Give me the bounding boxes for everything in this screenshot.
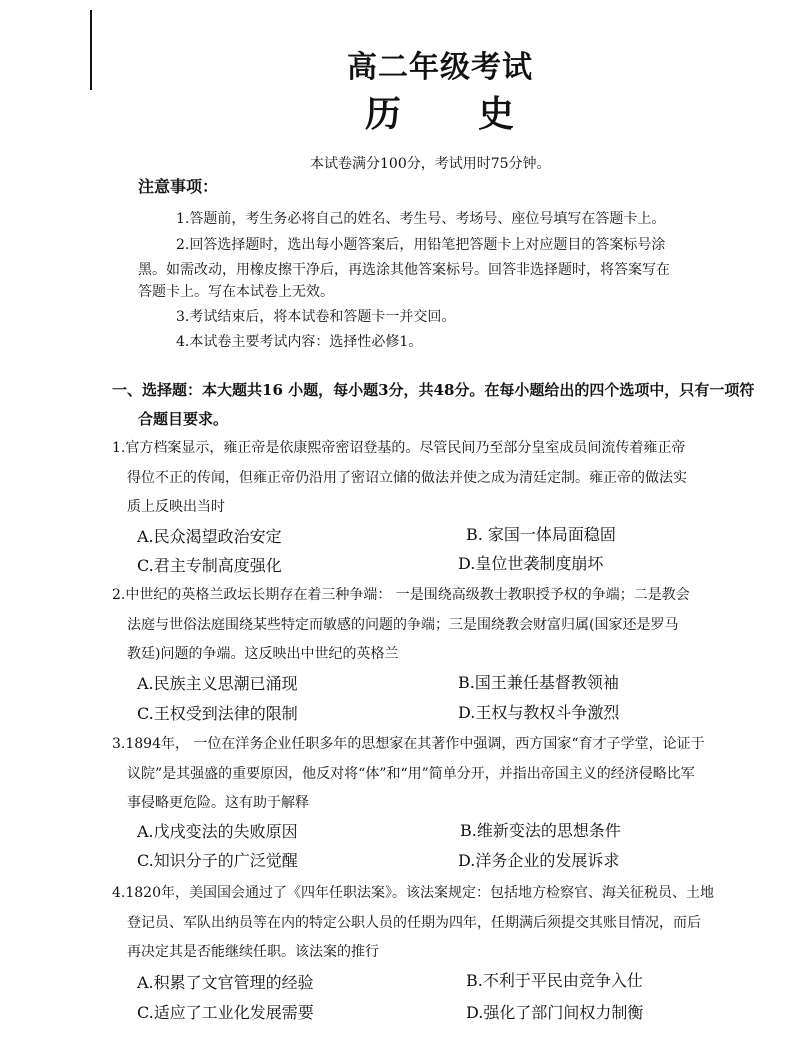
question-2-option-a[interactable]: A.民族主义思潮已涌现 xyxy=(137,674,298,693)
question-1-text: 质上反映出当时 xyxy=(127,499,225,515)
question-1-option-b[interactable]: B. 家国一体局面稳固 xyxy=(466,525,616,544)
question-1-text: 1.官方档案显示，雍正帝是依康熙帝密诏登基的。尽管民间乃至部分皇室成员间流传着雍正帝 xyxy=(112,440,686,456)
notice-line: 答题卡上。写在本试卷上无效。 xyxy=(138,284,334,300)
section-heading: 一、选择题：本大题共16 小题，每小题3分，共48分。在每小题给出的四个选项中，只有一项符 xyxy=(112,381,755,399)
question-1-option-a[interactable]: A.民众渴望政治安定 xyxy=(137,527,282,546)
question-3-option-c[interactable]: C.知识分子的广泛觉醒 xyxy=(137,851,298,870)
question-2-text: 2.中世纪的英格兰政坛长期存在着三种争端： 一是围绕高级教士教职授予权的争端；二是教会 xyxy=(112,587,690,603)
notice-heading: 注意事项： xyxy=(138,177,219,196)
section-heading-cont: 合题目要求。 xyxy=(138,410,229,428)
exam-meta: 本试卷满分100分，考试用时75分钟。 xyxy=(310,156,551,172)
notice-line: 2.回答选择题时，选出每小题答案后，用铅笔把答题卡上对应题目的答案标号涂 xyxy=(176,237,666,253)
question-2-option-c[interactable]: C.王权受到法律的限制 xyxy=(137,704,298,723)
question-4-text: 再决定其是否能继续任职。该法案的推行 xyxy=(127,944,379,960)
question-3-text: 3.1894年， 一位在洋务企业任职多年的思想家在其著作中强调，西方国家“育才子学堂，论证于 xyxy=(112,736,705,752)
question-2-text: 法庭与世俗法庭围绕某些特定而敏感的问题的争端；三是围绕教会财富归属(国家还是罗马 xyxy=(127,617,679,633)
question-1-text: 得位不正的传闻，但雍正帝仍沿用了密诏立储的做法并使之成为清廷定制。雍正帝的做法实 xyxy=(127,470,687,486)
question-1-option-c[interactable]: C.君主专制高度强化 xyxy=(137,556,282,575)
subject-title-char-2: 史 xyxy=(478,93,515,135)
notice-line: 黑。如需改动，用橡皮擦干净后，再选涂其他答案标号。回答非选择题时，将答案写在 xyxy=(138,262,670,278)
question-4-option-c[interactable]: C.适应了工业化发展需要 xyxy=(137,1003,314,1022)
exam-title: 高二年级考试 xyxy=(347,50,533,85)
notice-line: 3.考试结束后，将本试卷和答题卡一并交回。 xyxy=(176,309,456,325)
question-2-text: 教廷)问题的争端。这反映出中世纪的英格兰 xyxy=(127,646,399,662)
notice-line: 4.本试卷主要考试内容：选择性必修1。 xyxy=(176,334,423,350)
question-3-option-d[interactable]: D.洋务企业的发展诉求 xyxy=(458,851,620,870)
question-4-option-a[interactable]: A.积累了文官管理的经验 xyxy=(137,973,314,992)
question-3-option-a[interactable]: A.戊戌变法的失败原因 xyxy=(137,822,298,841)
question-2-option-d[interactable]: D.王权与教权斗争激烈 xyxy=(458,703,620,722)
question-4-text: 登记员、军队出纳员等在内的特定公职人员的任期为四年，任期满后须提交其账目情况，而后 xyxy=(127,915,701,931)
subject-title-char-1: 历 xyxy=(365,93,402,135)
question-4-option-b[interactable]: B.不利于平民由竞争入仕 xyxy=(466,971,643,990)
question-2-option-b[interactable]: B.国王兼任基督教领袖 xyxy=(458,673,619,692)
question-3-option-b[interactable]: B.维新变法的思想条件 xyxy=(460,821,621,840)
question-4-option-d[interactable]: D.强化了部门间权力制衡 xyxy=(466,1003,644,1022)
notice-line: 1.答题前，考生务必将自己的姓名、考生号、考场号、座位号填写在答题卡上。 xyxy=(176,211,666,227)
question-4-text: 4.1820年，美国国会通过了《四年任职法案》。该法案规定：包括地方检察官、海关征税员、土地 xyxy=(112,885,714,901)
question-3-text: 事侵略更危险。这有助于解释 xyxy=(127,795,309,811)
question-1-option-d[interactable]: D.皇位世袭制度崩坏 xyxy=(458,554,604,573)
question-3-text: 议院”是其强盛的重要原因，他反对将“体”和“用”简单分开，并指出帝国主义的经济侵略比军 xyxy=(127,766,695,782)
